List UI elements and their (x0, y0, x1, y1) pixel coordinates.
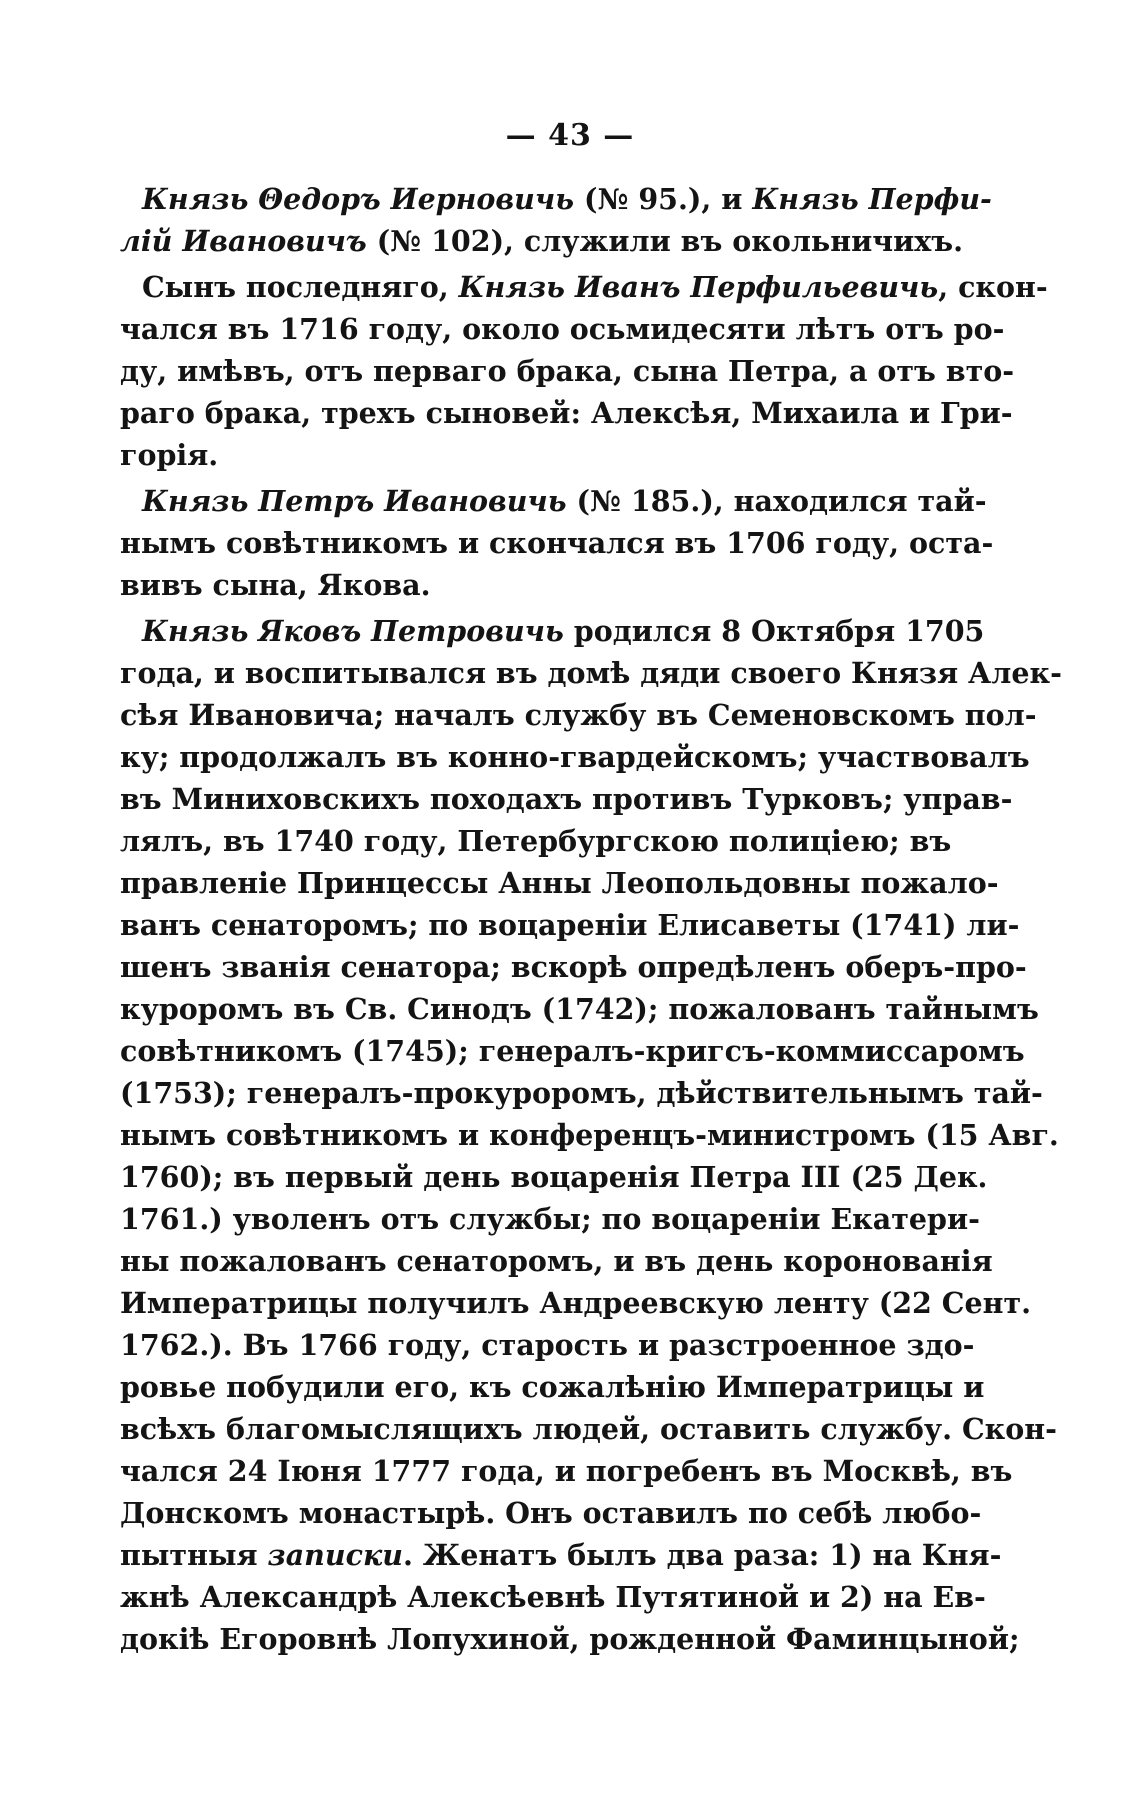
text-segment: года, и воспитывался въ домѣ дяди своего Князя Алек- (120, 656, 1062, 690)
text-segment: ровье побудили его, къ сожалѣнію Императрицы и (120, 1370, 985, 1404)
text-line (120, 178, 992, 220)
text-line (120, 1618, 1020, 1660)
text-segment: въ Миниховскихъ походахъ противъ Турковъ; управ- (120, 782, 1013, 816)
italic-text: Князь Иванъ Перфильевичь (458, 270, 939, 304)
italic-text: Князь Θедоръ Иеpновичь (142, 182, 575, 216)
text-line (120, 392, 1013, 434)
text-segment: нымъ совѣтникомъ и конференцъ-министромъ (15 Авг. (120, 1118, 1059, 1152)
text-segment: (№ 185.), находился тай- (566, 484, 987, 518)
italic-text: Князь Петръ Ивановичь (142, 484, 567, 518)
text-segment: шенъ званія сенатора; вскорѣ опредѣленъ оберъ-про- (120, 950, 1027, 984)
text-segment: (№ 95.), и (574, 182, 753, 216)
italic-text: записки (267, 1538, 403, 1572)
text-line (120, 904, 1020, 946)
text-segment: докіѣ Егоровнѣ Лопухиной, рожденной Фаминцыной; (120, 1622, 1020, 1656)
text-line (120, 1198, 980, 1240)
text-line (120, 1114, 1059, 1156)
text-segment: Императрицы получилъ Андреевскую ленту (22 Сент. (120, 1286, 1032, 1320)
text-line (120, 480, 987, 522)
text-line (120, 308, 1005, 350)
text-line (120, 652, 1062, 694)
text-line (120, 736, 1030, 778)
text-line (120, 350, 1015, 392)
body-text (120, 178, 1062, 1660)
text-segment: всѣхъ благомыслящихъ людей, оставить службу. Скон- (120, 1412, 1057, 1446)
text-line (120, 1282, 1032, 1324)
text-line (120, 1030, 1025, 1072)
text-line (120, 862, 999, 904)
text-segment: правленіе Принцессы Анны Леопольдовны пожало- (120, 866, 999, 900)
text-line (120, 1072, 1043, 1114)
text-segment: чался 24 Іюня 1777 года, и погребенъ въ Москвѣ, въ (120, 1454, 1013, 1488)
text-segment: (1753); генералъ-прокуроромъ, дѣйствительнымъ тай- (120, 1076, 1043, 1110)
text-segment: вивъ сына, Якова. (120, 568, 431, 602)
text-segment: , скон- (938, 270, 1048, 304)
text-line (120, 434, 932, 476)
text-segment: сѣя Ивановича; началъ службу въ Семеновскомъ пол- (120, 698, 1037, 732)
text-line (120, 1240, 993, 1282)
text-line (120, 610, 985, 652)
italic-text: лій Ивановичъ (120, 224, 367, 258)
text-segment: жнѣ Александрѣ Алексѣевнѣ Путятиной и 2) на Ев- (120, 1580, 986, 1614)
italic-text: Князь Яковъ Петровичь (142, 614, 564, 648)
text-segment: ду, имѣвъ, отъ перваго брака, сына Петра, а отъ вто- (120, 354, 1015, 388)
text-line (120, 820, 952, 862)
text-segment: лялъ, въ 1740 году, Петербургскою полиціею; въ (120, 824, 952, 858)
text-segment: ны пожалованъ сенаторомъ, и въ день коронованія (120, 1244, 993, 1278)
text-segment: куроромъ въ Св. Синодъ (1742); пожалованъ тайнымъ (120, 992, 1039, 1026)
text-line (120, 1366, 985, 1408)
text-segment: (№ 102), служили въ окольничихъ. (366, 224, 964, 258)
text-segment: горія. (120, 438, 219, 472)
text-segment: ку; продолжалъ въ конно-гвардейскомъ; участвовалъ (120, 740, 1030, 774)
text-line (120, 988, 1039, 1030)
text-segment: родился 8 Октября 1705 (563, 614, 985, 648)
text-line (120, 220, 964, 262)
text-segment: совѣтникомъ (1745); генералъ-кригсъ-коммиссаромъ (120, 1034, 1025, 1068)
text-line (120, 1492, 982, 1534)
page-number: — 43 — (505, 118, 635, 153)
italic-text: Князь Перфи- (752, 182, 992, 216)
text-line (120, 266, 1048, 308)
text-line (120, 564, 932, 606)
text-segment: 1761.) уволенъ отъ службы; по воцареніи Екатери- (120, 1202, 980, 1236)
text-segment: Донскомъ монастырѣ. Онъ оставилъ по себѣ любо- (120, 1496, 982, 1530)
text-line (120, 1324, 975, 1366)
text-segment: нымъ совѣтникомъ и скончался въ 1706 году, оста- (120, 526, 994, 560)
text-segment: 1762.). Въ 1766 году, старость и разстроенное здо- (120, 1328, 975, 1362)
text-segment: чался въ 1716 году, около осьмидесяти лѣтъ отъ ро- (120, 312, 1005, 346)
text-segment: ванъ сенаторомъ; по воцареніи Елисаветы (1741) ли- (120, 908, 1020, 942)
text-line (120, 1576, 986, 1618)
text-segment: 1760); въ первый день воцаренія Петра III (25 Дек. (120, 1160, 988, 1194)
text-segment: раго брака, трехъ сыновей: Алексѣя, Михаила и Гри- (120, 396, 1013, 430)
text-line (120, 694, 1037, 736)
text-line (120, 778, 1013, 820)
text-line (120, 946, 1027, 988)
text-line (120, 522, 994, 564)
text-segment: . Женатъ былъ два раза: 1) на Кня- (402, 1538, 1002, 1572)
text-segment: Сынъ последняго, (142, 270, 459, 304)
text-line (120, 1156, 988, 1198)
text-line (120, 1450, 1013, 1492)
text-segment: пытныя (120, 1538, 268, 1572)
text-line (120, 1534, 1002, 1576)
text-line (120, 1408, 1057, 1450)
